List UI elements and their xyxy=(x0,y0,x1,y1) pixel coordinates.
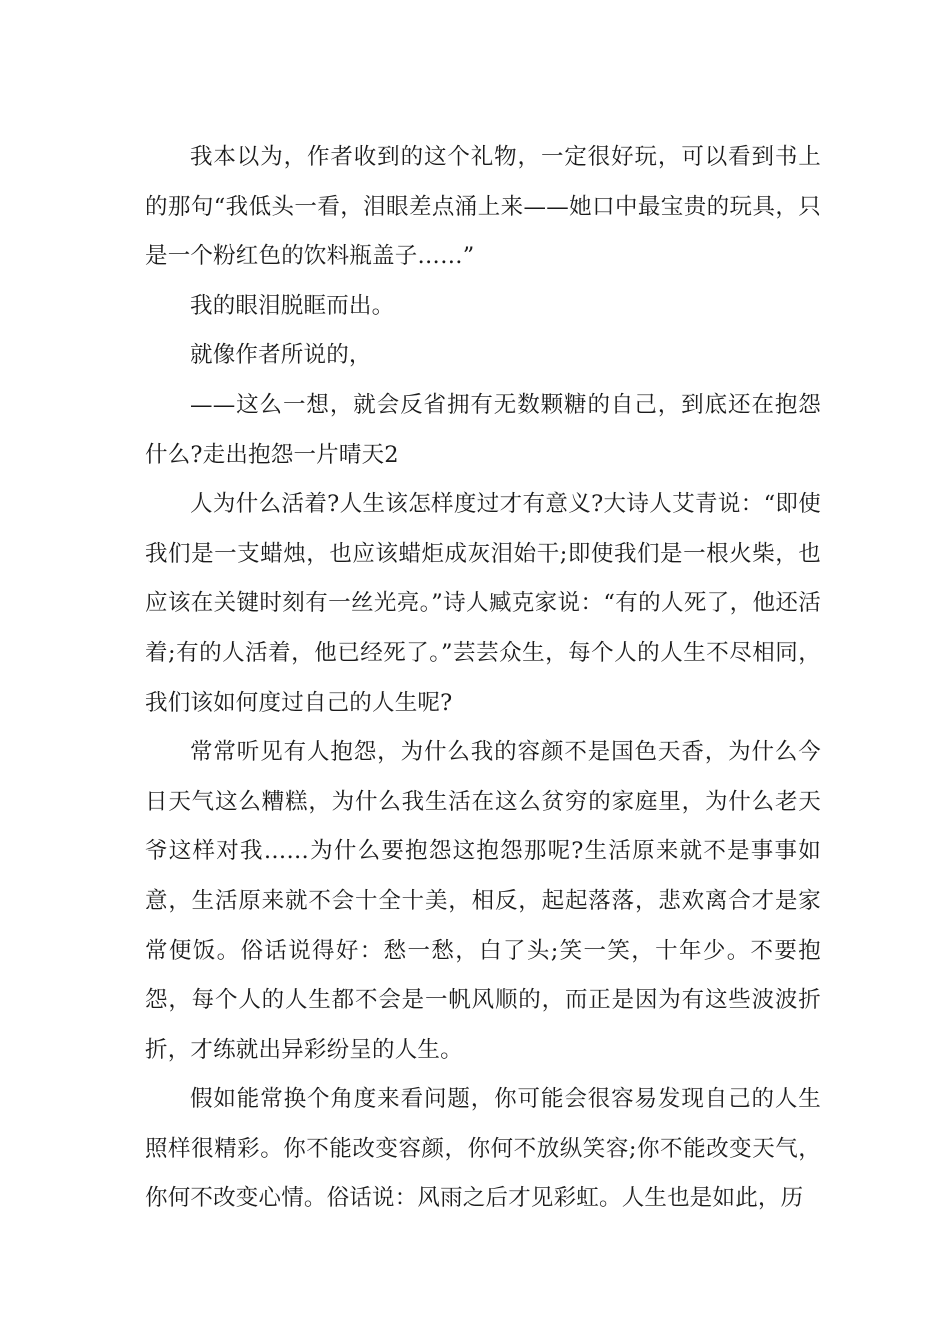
paragraph: 我本以为，作者收到的这个礼物，一定很好玩，可以看到书上的那句“我低头一看，泪眼差点涌上来——她口中最宝贵的玩具，只是一个粉红色的饮料瓶盖子……” xyxy=(145,144,821,270)
paragraph: 人为什么活着?人生该怎样度过才有意义?大诗人艾青说：“即使我们是一支蜡烛，也应该蜡炬成灰泪始干;即使我们是一根火柴，也应该在关键时刻有一丝光亮。”诗人臧克家说：“有的人死了，他还活着;有的人活着，他已经死了。”芸芸众生，每个人的人生不尽相同，我们该如何度过自己的人生呢? xyxy=(145,491,821,716)
paragraph: 我的眼泪脱眶而出。 xyxy=(190,292,395,319)
document-body xyxy=(145,133,821,1224)
paragraph: 常常听见有人抱怨，为什么我的容颜不是国色天香，为什么今日天气这么糟糕，为什么我生活在这么贫穷的家庭里，为什么老天爷这样对我……为什么要抱怨这抱怨那呢?生活原来就不是事事如意，生活原来就不会十全十美，相反，起起落落，悲欢离合才是家常便饭。俗话说得好：愁一愁，白了头;笑一笑，十年少。不要抱怨，每个人的人生都不会是一帆风顺的，而正是因为有这些波波折折，才练就出异彩纷呈的人生。 xyxy=(145,739,821,1063)
paragraph: 假如能常换个角度来看问题，你可能会很容易发现自己的人生照样很精彩。你不能改变容颜，你何不放纵笑容;你不能改变天气，你何不改变心情。俗话说：风雨之后才见彩虹。人生也是如此，历 xyxy=(145,1086,821,1212)
paragraph: ——这么一想，就会反省拥有无数颗糖的自己，到底还在抱怨什么?走出抱怨一片晴天2 xyxy=(145,391,821,468)
paragraph: 就像作者所说的， xyxy=(190,342,372,369)
